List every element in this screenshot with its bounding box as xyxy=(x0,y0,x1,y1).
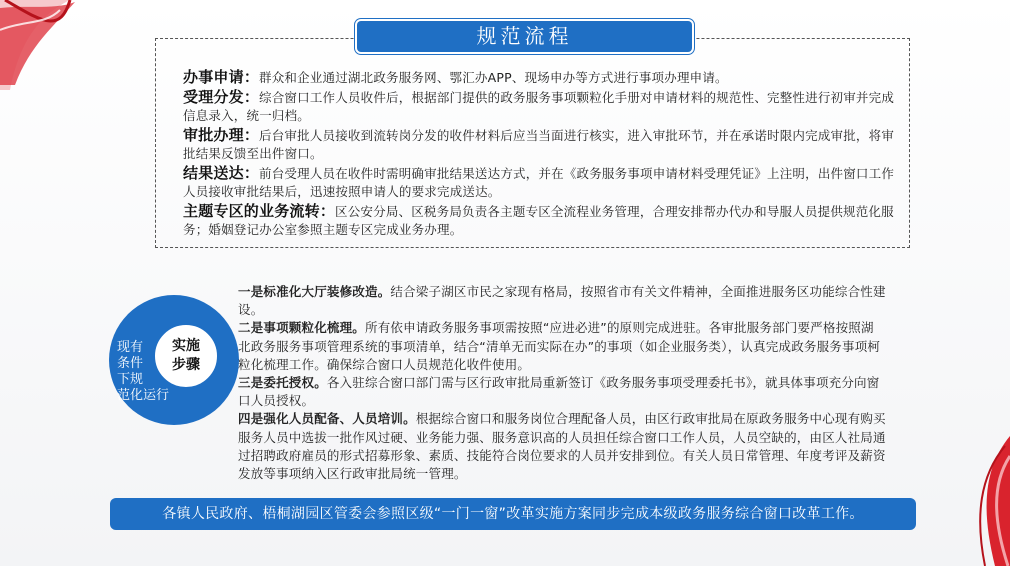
process-item-distribution: 受理分发：综合窗口工作人员收件后，根据部门提供的政务服务事项颗粒化手册对申请材料的规范性、完整性进行初审并完成信息录入，统一归档。 xyxy=(183,87,895,123)
process-item-theme-zone: 主题专区的业务流转：区公安分局、区税务局负责各主题专区全流程业务管理，合理安排帮办代办和导服人员提供规范化服务；婚姻登记办公室参照主题专区完成业务办理。 xyxy=(183,201,894,237)
process-list xyxy=(183,68,903,240)
red-ribbon-decoration-bottom-right xyxy=(950,436,1010,566)
measure-item-3: 三是委托授权。各入驻综合窗口部门需与区行政审批局重新签订《政务服务事项受理委托书》，就具体事项充分向窗口人员授权。 xyxy=(238,375,880,409)
footer-banner: 各镇人民政府、梧桐湖园区管委会参照区级“一门一窗”改革实施方案同步完成本级政务服务综合窗口改革工作。 xyxy=(110,498,916,530)
red-ribbon-decoration-top-left xyxy=(0,0,95,90)
process-item-application: 办事申请：群众和企业通过湖北政务服务网、鄂汇办APP、现场申办等方式进行事项办理申请。 xyxy=(183,68,728,86)
measure-item-1: 一是标准化大厅装修改造。结合梁子湖区市民之家现有格局，按照省市有关文件精神，全面推进服务区功能综合性建设。 xyxy=(238,284,886,318)
process-item-delivery: 结果送达：前台受理人员在收件时需明确审批结果送达方式，并在《政务服务事项申请材料受理凭证》上注明，出件窗口工作人员接收审批结果后，迅速按照申请人的要求完成送达。 xyxy=(183,163,895,199)
measure-item-4: 四是强化人员配备、人员培训。根据综合窗口和服务岗位合理配备人员，由区行政审批局在原政务服务中心现有购买服务人员中选拔一批作风过硬、业务能力强、服务意识高的人员担任综合窗口工作人员，人员空缺的，由区人社局通过招聘政府雇员的形式招募形象、素质、技能符合岗位要求的人员并安排到位。有关人员日常管理、年度考评及薪资发放等事项纳入区行政审批局统一管理。 xyxy=(238,411,886,482)
circle-outer-label: 现有 条件 下规 范化运行 xyxy=(117,340,170,403)
measures-list xyxy=(238,283,886,483)
circle-inner-label: 实施 步骤 xyxy=(153,323,219,389)
measure-item-2: 二是事项颗粒化梳理。所有依申请政务服务事项需按照“应进必进”的原则完成进驻。各审批服务部门要严格按照湖北政务服务事项管理系统的事项清单，结合“清单无而实际在办”的事项（如企业服务类），认真完成政务服务事项柯粒化梳理工作。确保综合窗口人员规范化收件使用。 xyxy=(238,320,881,372)
section-title: 规范流程 xyxy=(357,21,692,52)
process-item-approval: 审批办理：后台审批人员接收到流转岗分发的收件材料后应当当面进行核实，进入审批环节，并在承诺时限内完成审批，将审批结果反馈至出件窗口。 xyxy=(183,125,895,161)
